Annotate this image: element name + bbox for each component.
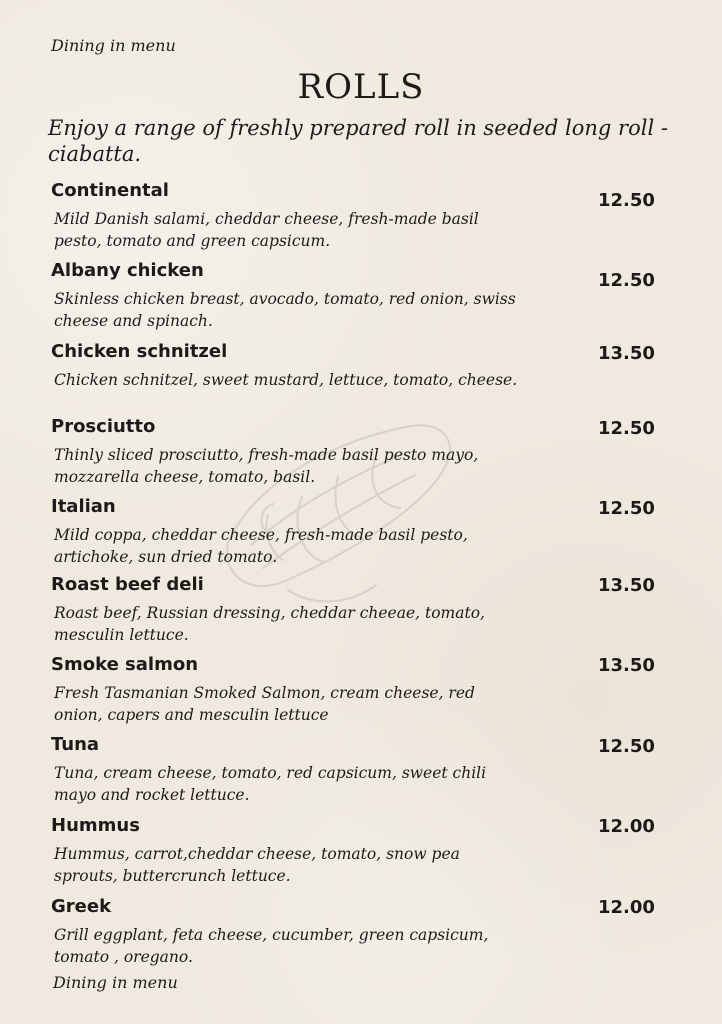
menu-item-price: 12.50	[598, 498, 655, 519]
menu-item-description: Chicken schnitzel, sweet mustard, lettuce, tomato, cheese.	[54, 371, 518, 389]
menu-item-hummus	[51, 815, 655, 887]
menu-item-description: Thinly sliced prosciutto, fresh-made basil pesto mayo, mozzarella cheese, tomato, basil.	[54, 446, 479, 486]
menu-item-price: 12.50	[598, 190, 655, 211]
menu-item-price: 12.50	[598, 736, 655, 757]
menu-item-smoke-salmon	[51, 654, 655, 726]
menu-intro: Enjoy a range of freshly prepared roll in seeded long roll - ciabatta.	[48, 116, 668, 166]
page-title: ROLLS	[297, 67, 425, 107]
menu-item-description: Skinless chicken breast, avocado, tomato, red onion, swiss cheese and spinach.	[54, 290, 516, 330]
menu-item-price: 12.00	[598, 816, 655, 837]
menu-item-continental	[51, 180, 655, 252]
menu-item-price: 12.50	[598, 270, 655, 291]
menu-item-name: Albany chicken	[51, 260, 204, 281]
menu-item-tuna	[51, 734, 655, 806]
menu-item-albany-chicken	[51, 260, 655, 332]
menu-item-chicken-schnitzel	[51, 341, 655, 391]
header-note: Dining in menu	[51, 36, 176, 55]
menu-item-name: Smoke salmon	[51, 654, 199, 675]
menu-item-description: Roast beef, Russian dressing, cheddar cheeae, tomato, mesculin lettuce.	[54, 604, 485, 644]
menu-item-description: Grill eggplant, feta cheese, cucumber, green capsicum, tomato , oregano.	[54, 926, 489, 966]
menu-item-name: Chicken schnitzel	[51, 341, 228, 362]
menu-item-prosciutto	[51, 416, 655, 488]
menu-item-name: Roast beef deli	[51, 574, 204, 595]
menu-item-description: Tuna, cream cheese, tomato, red capsicum, sweet chili mayo and rocket lettuce.	[54, 764, 487, 804]
menu-item-greek	[51, 896, 655, 968]
menu-item-price: 12.50	[598, 418, 655, 439]
menu-item-name: Greek	[51, 896, 112, 917]
footer-note: Dining in menu	[53, 973, 178, 992]
menu-item-description: Mild Danish salami, cheddar cheese, fresh-made basil pesto, tomato and green capsicum.	[54, 210, 479, 250]
menu-item-description: Hummus, carrot,cheddar cheese, tomato, snow pea sprouts, buttercrunch lettuce.	[54, 845, 460, 885]
menu-item-name: Hummus	[51, 815, 140, 836]
menu-item-name: Prosciutto	[51, 416, 156, 437]
menu-item-description: Fresh Tasmanian Smoked Salmon, cream cheese, red onion, capers and mesculin lettuce	[54, 684, 475, 724]
menu-item-price: 13.50	[598, 343, 655, 364]
menu-item-name: Tuna	[51, 734, 100, 755]
menu-item-italian	[51, 496, 655, 568]
menu-item-name: Continental	[51, 180, 169, 201]
menu-item-name: Italian	[51, 496, 116, 517]
menu-item-price: 13.50	[598, 655, 655, 676]
menu-item-price: 13.50	[598, 575, 655, 596]
menu-item-roast-beef-deli	[51, 574, 655, 646]
menu-item-price: 12.00	[598, 897, 655, 918]
menu-item-description: Mild coppa, cheddar cheese, fresh-made basil pesto, artichoke, sun dried tomato.	[54, 526, 468, 566]
